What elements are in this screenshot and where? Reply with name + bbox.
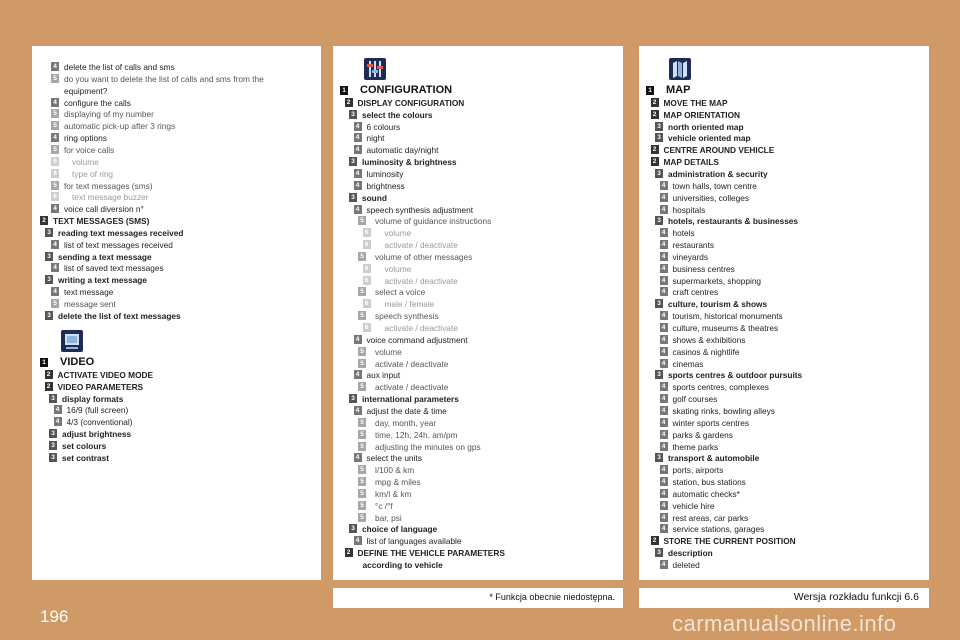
level-badge: 3: [49, 429, 57, 438]
level-badge: 4: [354, 335, 362, 344]
level-badge: 4: [354, 536, 362, 545]
menu-item-label: type of ring: [72, 168, 114, 179]
menu-item-label: ports, airports: [672, 465, 724, 476]
menu-item-label: automatic checks*: [672, 488, 740, 499]
menu-item-label: select the colours: [362, 109, 433, 120]
level-badge: 4: [51, 204, 59, 213]
level-badge: 4: [54, 405, 62, 414]
level-badge: 2: [651, 536, 659, 545]
menu-item-label: brightness: [366, 180, 405, 191]
menu-item-label: STORE THE CURRENT POSITION: [663, 536, 796, 547]
menu-item-label: automatic pick-up after 3 rings: [64, 121, 176, 132]
level-badge: 4: [660, 228, 668, 237]
menu-item-label: male / female: [384, 299, 435, 310]
level-badge: 4: [354, 406, 362, 415]
menu-item-label: volume of guidance instructions: [375, 216, 492, 227]
level-badge: 4: [354, 370, 362, 379]
level-badge: 3: [349, 394, 357, 403]
level-badge: 4: [660, 287, 668, 296]
level-badge: 3: [655, 169, 663, 178]
menu-item-label: choice of language: [362, 524, 438, 535]
menu-item-label: day, month, year: [375, 417, 437, 428]
menu-item-label: shows & exhibitions: [672, 334, 746, 345]
level-badge: 6: [363, 264, 371, 273]
menu-item-label: activate / deactivate: [375, 382, 449, 393]
level-badge: 2: [651, 157, 659, 166]
menu-item-label: set colours: [62, 440, 107, 451]
menu-item-label: culture, tourism & shows: [668, 299, 768, 310]
watermark: carmanualsonline.info: [672, 611, 897, 636]
level-badge: 4: [660, 465, 668, 474]
level-badge: 5: [358, 489, 366, 498]
menu-item-label: description: [668, 548, 713, 559]
menu-item-label: vehicle hire: [672, 500, 715, 511]
level-badge: 4: [51, 133, 59, 142]
menu-item-label: bar, psi: [375, 512, 402, 523]
menu-item-label: activate / deactivate: [384, 275, 458, 286]
level-badge: 5: [358, 442, 366, 451]
level-badge: 4: [660, 489, 668, 498]
menu-item-label: culture, museums & theatres: [672, 323, 779, 333]
level-badge: 5: [358, 382, 366, 391]
level-badge: 4: [660, 335, 668, 344]
menu-item-label: administration & security: [668, 168, 768, 179]
menu-item-label: business centres: [672, 263, 735, 274]
menu-item-label: restaurants: [672, 240, 715, 251]
menu-item-label: display formats: [62, 393, 124, 404]
level-badge: 4: [660, 323, 668, 332]
menu-item-label: select the units: [366, 453, 422, 464]
menu-item-label: DEFINE THE VEHICLE PARAMETERS: [357, 548, 505, 559]
menu-item-label: universities, colleges: [672, 192, 750, 203]
level-badge: 4: [660, 347, 668, 356]
level-badge: 4: [51, 287, 59, 296]
level-badge: 5: [358, 311, 366, 320]
menu-item-label: hotels: [672, 228, 695, 239]
menu-item-label: message sent: [64, 299, 116, 309]
level-badge: 3: [349, 524, 357, 533]
menu-item-label: adjust brightness: [62, 429, 132, 440]
level-badge: 5: [358, 347, 366, 356]
menu-item-label: automatic day/night: [366, 145, 439, 156]
menu-item-label: for text messages (sms): [64, 180, 153, 191]
level-badge: 3: [655, 133, 663, 142]
menu-item-label: parks & gardens: [672, 429, 733, 440]
footnote-box: [333, 588, 623, 608]
level-badge: 3: [655, 370, 663, 379]
menu-item-label: list of saved text messages: [64, 263, 164, 274]
level-badge: 3: [49, 441, 57, 450]
menu-item-label: sending a text message: [58, 251, 152, 262]
menu-item-label: speech synthesis: [375, 311, 439, 322]
menu-item-label: aux input: [366, 370, 401, 381]
menu-item-label: TEXT MESSAGES (SMS): [53, 216, 150, 227]
level-badge: 4: [660, 477, 668, 486]
level-badge: 5: [51, 299, 59, 308]
level-badge: 2: [651, 110, 659, 119]
level-badge: 4: [354, 145, 362, 154]
menu-item-label: according to vehicle: [362, 560, 443, 570]
level-badge: 5: [358, 287, 366, 296]
menu-item-label: hotels, restaurants & businesses: [668, 216, 799, 227]
level-badge: 3: [349, 110, 357, 119]
menu-item-label: MAP ORIENTATION: [663, 109, 741, 120]
map-icon: [669, 58, 691, 80]
menu-item-label: set contrast: [62, 452, 110, 463]
menu-item-label: vehicle oriented map: [668, 133, 751, 144]
menu-item-label: VIDEO: [60, 356, 95, 368]
menu-item-label: tourism, historical monuments: [672, 311, 783, 322]
menu-item-label: luminosity & brightness: [362, 157, 457, 168]
level-badge: 5: [358, 477, 366, 486]
level-badge: 3: [45, 311, 53, 320]
menu-item-label: skating rinks, bowling alleys: [672, 405, 775, 416]
menu-item-label: list of languages available: [366, 536, 462, 547]
level-badge: 5: [358, 430, 366, 439]
menu-item-label: adjust the date & time: [366, 405, 447, 416]
level-badge: 4: [660, 442, 668, 451]
page-number: 196: [40, 607, 69, 626]
level-badge: 4: [354, 205, 362, 214]
level-badge: 2: [40, 216, 48, 225]
level-badge: 4: [660, 181, 668, 190]
level-badge: 5: [358, 465, 366, 474]
level-badge: 4: [660, 501, 668, 510]
menu-item-label: activate / deactivate: [375, 358, 449, 369]
menu-item-label: ring options: [64, 133, 107, 144]
menu-item-label: MAP: [666, 84, 691, 96]
footnote: * Funkcja obecnie niedostępna.: [489, 592, 615, 602]
level-badge: 3: [655, 548, 663, 557]
menu-item-label: sports centres & outdoor pursuits: [668, 370, 803, 381]
level-badge: 2: [45, 370, 53, 379]
level-badge: 2: [345, 98, 353, 107]
level-badge: 4: [660, 513, 668, 522]
level-badge: 3: [45, 228, 53, 237]
level-badge: 2: [345, 548, 353, 557]
level-badge: 4: [660, 205, 668, 214]
level-badge: 3: [349, 157, 357, 166]
level-badge: 1: [340, 86, 348, 95]
video-screen-icon: [61, 330, 83, 352]
level-badge: 4: [660, 406, 668, 415]
level-badge: 2: [651, 145, 659, 154]
menu-item-label: delete the list of text messages: [58, 310, 181, 321]
level-badge: 4: [354, 181, 362, 190]
level-badge: 5: [51, 145, 59, 154]
level-badge: 5: [358, 216, 366, 225]
menu-item-label: CENTRE AROUND VEHICLE: [663, 145, 775, 156]
menu-item-label: luminosity: [366, 168, 404, 179]
level-badge: 3: [655, 216, 663, 225]
menu-item-label: transport & automobile: [668, 453, 760, 464]
menu-item-label: supermarkets, shopping: [672, 275, 762, 286]
level-badge: 5: [51, 181, 59, 190]
level-badge: 4: [660, 560, 668, 569]
level-badge: 5: [51, 74, 59, 83]
menu-item-label: sound: [362, 192, 387, 203]
menu-item-label: MAP DETAILS: [663, 157, 719, 168]
menu-item-label: craft centres: [672, 287, 719, 298]
level-badge: 4: [51, 263, 59, 272]
menu-item-label: reading text messages received: [58, 227, 184, 238]
level-badge: 4: [354, 169, 362, 178]
menu-item-label: text message buzzer: [72, 192, 149, 203]
menu-item-label: hospitals: [672, 204, 706, 215]
menu-item-label: winter sports centres: [672, 417, 750, 428]
level-badge: 4: [660, 264, 668, 273]
level-badge: 4: [660, 276, 668, 285]
level-badge: 5: [51, 109, 59, 118]
menu-item-label: sports centres, complexes: [672, 382, 769, 393]
level-badge: 3: [349, 193, 357, 202]
level-badge: 1: [40, 358, 48, 367]
level-badge: 6: [363, 276, 371, 285]
menu-item-label: delete the list of calls and sms: [64, 62, 175, 72]
level-badge: 4: [660, 394, 668, 403]
level-badge: 2: [651, 98, 659, 107]
menu-item-label: 4/3 (conventional): [66, 417, 133, 428]
level-badge: 4: [354, 122, 362, 131]
menu-item-label: configure the calls: [64, 97, 131, 108]
level-badge: 3: [655, 299, 663, 308]
menu-item-label: °c /°f: [375, 500, 393, 511]
menu-item-label: volume: [72, 156, 99, 167]
level-badge: 6: [363, 323, 371, 332]
menu-item-label: volume of other messages: [375, 251, 473, 262]
menu-item-label: 6 colours: [366, 121, 401, 132]
settings-sliders-icon: [364, 58, 386, 80]
menu-item-label: MOVE THE MAP: [663, 97, 728, 108]
menu-item-label: theme parks: [672, 441, 719, 452]
menu-item-label: for voice calls: [64, 144, 115, 155]
menu-item-label: town halls, town centre: [672, 180, 757, 191]
level-badge: 4: [51, 240, 59, 249]
menu-item-label: casinos & nightlife: [672, 346, 740, 357]
menu-item-label: text message: [64, 287, 114, 298]
menu-item-label: displaying of my number: [64, 109, 154, 120]
level-badge: 6: [51, 157, 59, 166]
menu-item-label: writing a text message: [58, 275, 147, 286]
menu-item-label: station, bus stations: [672, 477, 746, 488]
level-badge: 6: [363, 228, 371, 237]
level-badge: 4: [660, 524, 668, 533]
menu-item-label: CONFIGURATION: [360, 84, 453, 96]
level-badge: 4: [660, 193, 668, 202]
menu-item-label: international parameters: [362, 394, 459, 405]
menu-item-label: rest areas, car parks: [672, 512, 749, 523]
menu-item-label: speech synthesis adjustment: [366, 204, 474, 215]
level-badge: 4: [54, 417, 62, 426]
menu-item-label: service stations, garages: [672, 524, 765, 535]
level-badge: 5: [358, 513, 366, 522]
level-badge: 4: [660, 252, 668, 261]
menu-item-label: north oriented map: [668, 121, 744, 132]
level-badge: 5: [358, 501, 366, 510]
level-badge: 3: [45, 275, 53, 284]
level-badge: 4: [354, 133, 362, 142]
menu-item-label: night: [366, 133, 385, 144]
menu-item-label: equipment?: [64, 85, 108, 96]
menu-item-label: volume: [375, 346, 402, 357]
level-badge: 6: [363, 240, 371, 249]
menu-item-label: VIDEO PARAMETERS: [57, 381, 144, 392]
menu-item-label: voice call diversion n°: [64, 204, 144, 215]
level-badge: 5: [358, 252, 366, 261]
menu-item-label: select a voice: [375, 287, 426, 298]
menu-item-label: time, 12h, 24h, am/pm: [375, 429, 458, 440]
menu-item-label: 16/9 (full screen): [66, 405, 129, 416]
menu-item-label: ACTIVATE VIDEO MODE: [57, 369, 154, 380]
level-badge: 4: [660, 418, 668, 427]
menu-item-label: DISPLAY CONFIGURATION: [357, 97, 465, 108]
level-badge: 5: [358, 418, 366, 427]
level-badge: 6: [51, 192, 59, 201]
level-badge: 4: [354, 453, 362, 462]
level-badge: 3: [45, 252, 53, 261]
menu-item-label: km/l & km: [375, 488, 412, 499]
level-badge: 2: [45, 382, 53, 391]
level-badge: 6: [363, 299, 371, 308]
menu-item-label: deleted: [672, 560, 700, 570]
menu-item-label: volume: [384, 228, 412, 239]
menu-item-label: volume: [384, 263, 412, 274]
level-badge: 3: [655, 453, 663, 462]
version-label: Wersja rozkładu funkcji 6.6: [793, 591, 919, 603]
menu-item-label: activate / deactivate: [384, 323, 458, 333]
menu-item-label: l/100 & km: [375, 465, 415, 476]
menu-item-label: mpg & miles: [375, 477, 421, 488]
level-badge: 4: [660, 359, 668, 368]
level-badge: 5: [358, 359, 366, 368]
level-badge: 6: [51, 169, 59, 178]
level-badge: 4: [660, 311, 668, 320]
menu-item-label: cinemas: [672, 358, 704, 369]
level-badge: 3: [49, 453, 57, 462]
level-badge: 4: [51, 62, 59, 71]
menu-item-label: list of text messages received: [64, 239, 173, 250]
level-badge: 1: [646, 86, 654, 95]
level-badge: 4: [660, 382, 668, 391]
level-badge: 5: [51, 121, 59, 130]
menu-item-label: golf courses: [672, 394, 718, 405]
level-badge: 4: [660, 430, 668, 439]
level-badge: 4: [51, 98, 59, 107]
level-badge: 3: [49, 394, 57, 403]
menu-item-label: do you want to delete the list of calls and sms from the: [64, 73, 264, 84]
level-badge: 4: [660, 240, 668, 249]
version-box: [639, 588, 929, 608]
level-badge: 3: [655, 122, 663, 131]
menu-item-label: adjusting the minutes on gps: [375, 441, 481, 452]
menu-item-label: activate / deactivate: [384, 240, 458, 251]
menu-item-label: voice command adjustment: [366, 334, 468, 345]
menu-item-label: vineyards: [672, 251, 709, 262]
